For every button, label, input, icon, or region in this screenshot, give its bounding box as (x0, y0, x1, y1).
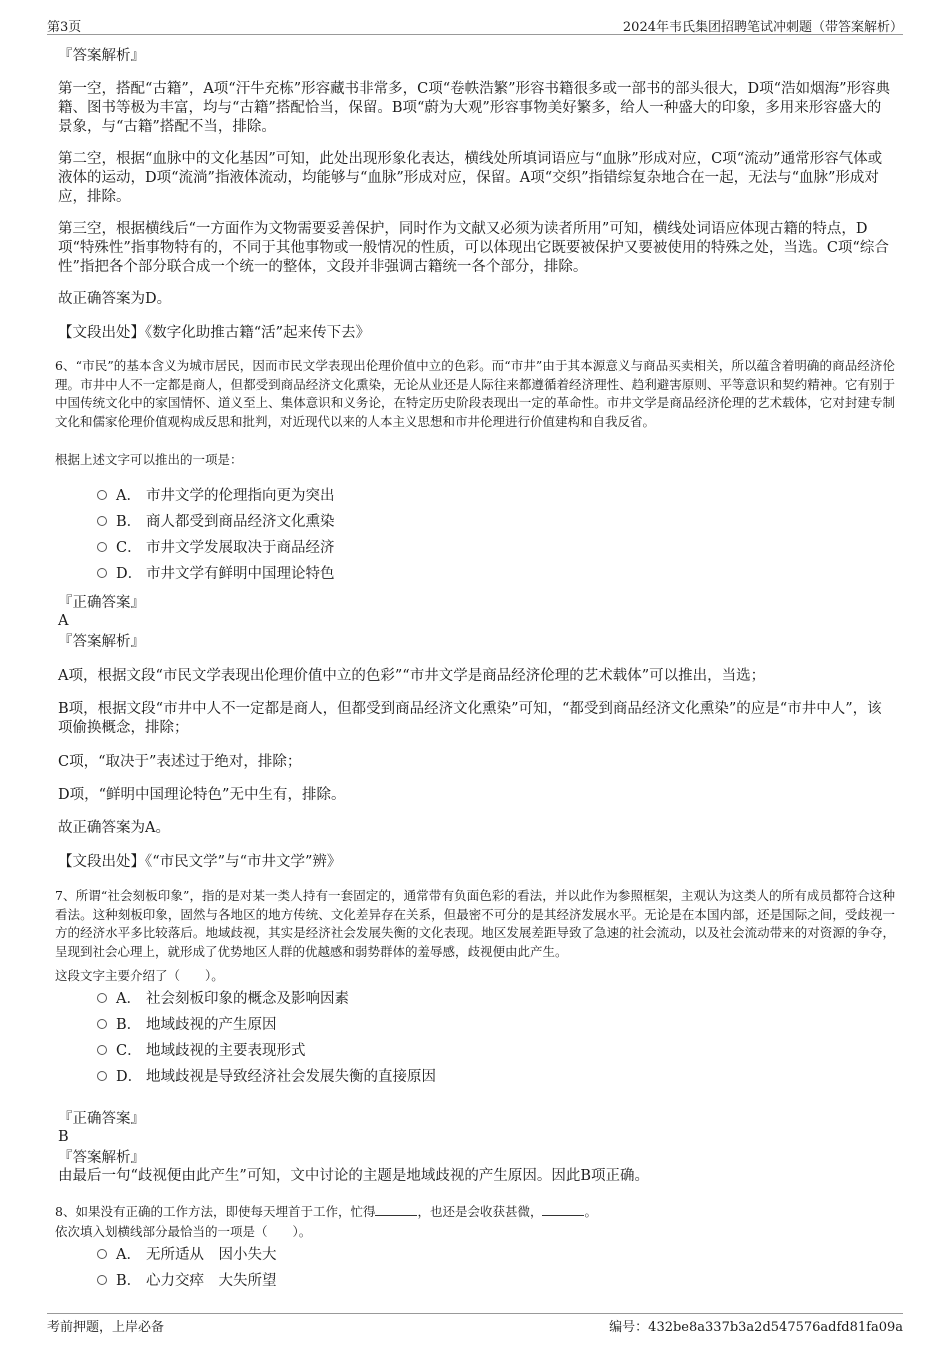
q5-analysis-p1: 第一空，搭配“古籍”，A项“汗牛充栋”形容藏书非常多，C项“卷帙浩繁”形容书籍很多或一部书的部头很大，D项“浩如烟海”形容典籍、图书等极为丰富，均与“古籍”搭配恰当，保留。B项“蔚为大观”形容事物美好繁多，给人一种盛大的印象，多用来形容盛大的景象，与“古籍”搭配不当，排除。 (58, 81, 890, 135)
q6-stem: 6、“市民”的基本含义为城市居民，因而市民文学表现出伦理价值中立的色彩。而“市井”由于其本源意义与商品买卖相关，所以蕴含着明确的商品经济伦理。市井中人不一定都是商人，但都受到商品经济文化熏染，无论从业还是人际往来都遵循着经济理性、趋利避害原则、平等意识和契约精神。它有别于中国传统文化中的家国情怀、道义至上、集体意识和义务论，在特定历史阶段表现出一定的革命性。市井文学是商品经济伦理的艺术载体，它对封建专制文化和儒家伦理价值观构成反思和批判，对近现代以来的人本主义思想和市井伦理进行价值建构和自我反省。 (55, 358, 895, 429)
blank-1 (375, 1203, 417, 1216)
q7-option-c[interactable]: C． 地域歧视的主要表现形式 (97, 1041, 306, 1061)
radio-icon[interactable] (97, 1045, 107, 1055)
footer-slogan: 考前押题，上岸必备 (47, 1320, 165, 1335)
q5-analysis-label: 『答案解析』 (58, 48, 145, 64)
q8-prompt: 依次填入划横线部分最恰当的一项是（ ）。 (55, 1224, 312, 1239)
radio-icon[interactable] (97, 542, 107, 552)
blank-2 (542, 1203, 584, 1216)
radio-icon[interactable] (97, 516, 107, 526)
q7-option-a[interactable]: A． 社会刻板印象的概念及影响因素 (97, 989, 349, 1009)
page-footer (47, 1313, 903, 1338)
q5-conclusion: 故正确答案为D。 (58, 291, 172, 307)
page-number: 第3页 (47, 20, 82, 35)
q6-analysis-c: C项，“取决于”表述过于绝对，排除； (58, 754, 302, 770)
q6-answer: A (58, 613, 69, 629)
q6-conclusion: 故正确答案为A。 (58, 820, 170, 836)
q6-option-a[interactable]: A． 市井文学的伦理指向更为突出 (97, 486, 335, 506)
q5-analysis-p2: 第二空，根据“血脉中的文化基因”可知，此处出现形象化表达，横线处所填词语应与“血脉”形成对应，C项“流动”通常形容气体或液体的运动，D项“流淌”指液体流动，均能够与“血脉”形成对应，保留。A项“交织”指错综复杂地合在一起，无法与“血脉”形成对应，排除。 (58, 151, 883, 205)
page-header (47, 14, 903, 35)
q7-answer-label: 『正确答案』 (58, 1111, 145, 1127)
radio-icon[interactable] (97, 993, 107, 1003)
q8-stem: 8、如果没有正确的工作方法，即使每天埋首于工作，忙得 ，也还是会收获甚微， 。 (55, 1204, 597, 1219)
q7-option-b[interactable]: B． 地域歧视的产生原因 (97, 1015, 277, 1035)
radio-icon[interactable] (97, 568, 107, 578)
document-title: 2024年韦氏集团招聘笔试冲刺题（带答案解析） (622, 20, 903, 35)
q8-option-b[interactable]: B． 心力交瘁 大失所望 (97, 1271, 277, 1291)
q6-option-c[interactable]: C． 市井文学发展取决于商品经济 (97, 538, 335, 558)
q8-option-a[interactable]: A． 无所适从 因小失大 (97, 1245, 277, 1265)
radio-icon[interactable] (97, 1019, 107, 1029)
q7-analysis-label: 『答案解析』 (58, 1150, 145, 1166)
q6-answer-label: 『正确答案』 (58, 595, 145, 611)
q6-option-d[interactable]: D． 市井文学有鲜明中国理论特色 (97, 564, 335, 584)
q7-stem: 7、所谓“社会刻板印象”，指的是对某一类人持有一套固定的，通常带有负面色彩的看法，并以此作为参照框架，主观认为这类人的所有成员都符合这种看法。这种刻板印象，固然与各地区的地方传统、文化差异存在关系，但最密不可分的是其经济发展水平。无论是在本国内部，还是国际之间，受歧视一方的经济水平多比较落后。地域歧视，其实是经济社会发展失衡的文化表现。地区发展差距导致了急速的社会流动，以及社会流动带来的对资源的争夺，呈现到社会心理上，就形成了优势地区人群的优越感和弱势群体的羞辱感，歧视便由此产生。 (55, 888, 895, 959)
q6-option-b[interactable]: B． 商人都受到商品经济文化熏染 (97, 512, 335, 532)
q6-analysis-d: D项，“鲜明中国理论特色”无中生有，排除。 (58, 787, 346, 803)
q5-analysis-p3: 第三空，根据横线后“一方面作为文物需要妥善保护，同时作为文献又必须为读者所用”可知，横线处词语应体现古籍的特点，D项“特殊性”指事物特有的，不同于其他事物或一般情况的性质，可以体现出它既要被保护又要被使用的特殊之处，当选。C项“综合性”指把各个部分联合成一个统一的整体，文段并非强调古籍统一各个部分，排除。 (58, 221, 889, 275)
radio-icon[interactable] (97, 1071, 107, 1081)
radio-icon[interactable] (97, 1275, 107, 1285)
q7-prompt: 这段文字主要介绍了（ ）。 (55, 968, 224, 983)
q6-analysis-b: B项，根据文段“市井中人不一定都是商人，但都受到商品经济文化熏染”可知，“都受到商品经济文化熏染”的应是“市井中人”，该项偷换概念，排除； (58, 701, 882, 736)
q7-answer: B (58, 1129, 69, 1145)
q6-analysis-a: A项，根据文段“市民文学表现出伦理价值中立的色彩”“市井文学是商品经济伦理的艺术载体”可以推出，当选； (58, 668, 766, 684)
q6-source: 【文段出处】《“市民文学”与“市井文学”辨》 (58, 854, 342, 870)
q6-analysis-label: 『答案解析』 (58, 634, 145, 650)
document-id: 编号：432be8a337b3a2d547576adfd81fa09a (609, 1320, 903, 1335)
q6-prompt: 根据上述文字可以推出的一项是： (55, 452, 243, 467)
radio-icon[interactable] (97, 1249, 107, 1259)
q5-source: 【文段出处】《数字化助推古籍“活”起来传下去》 (58, 325, 371, 341)
radio-icon[interactable] (97, 490, 107, 500)
q7-option-d[interactable]: D． 地域歧视是导致经济社会发展失衡的直接原因 (97, 1067, 436, 1087)
q7-analysis: 由最后一句“歧视便由此产生”可知，文中讨论的主题是地域歧视的产生原因。因此B项正确。 (58, 1168, 649, 1184)
